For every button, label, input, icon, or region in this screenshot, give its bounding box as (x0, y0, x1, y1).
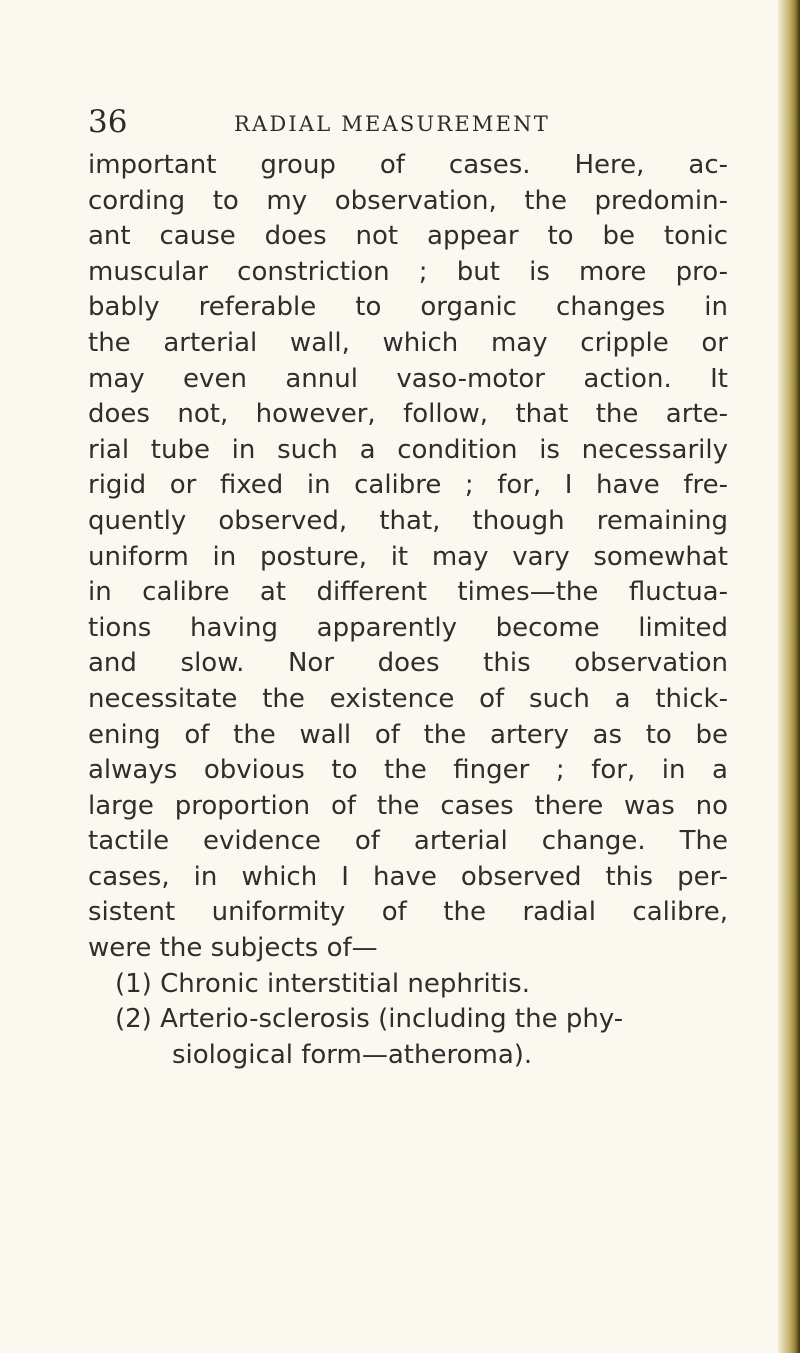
text-line: the arterial wall, which may cripple or (88, 327, 728, 358)
text-line: always obvious to the finger ; for, in a (88, 755, 728, 786)
page-edge (778, 0, 800, 1353)
page-number: 36 (88, 104, 128, 140)
list-item: (2) Arterio-sclerosis (including the phy- (115, 1004, 624, 1035)
text-line: sistent uniformity of the radial calibre, (88, 897, 728, 928)
page-header (88, 100, 728, 144)
text-line: may even annul vaso-motor action. It (88, 363, 728, 394)
list-item: (1) Chronic interstitial nephritis. (115, 968, 530, 999)
text-line: important group of cases. Here, ac- (88, 150, 728, 180)
text-line: ant cause does not appear to be tonic (88, 221, 728, 252)
text-line: rigid or fixed in calibre ; for, I have fre- (88, 470, 728, 501)
text-line: in calibre at different times—the fluctua- (88, 577, 728, 608)
text-line: large proportion of the cases there was no (88, 790, 728, 821)
text-line: necessitate the existence of such a thick- (88, 683, 728, 714)
text-line: tactile evidence of arterial change. The (88, 826, 728, 857)
text-line: quently observed, that, though remaining (88, 505, 728, 536)
list-item-continuation: siological form—atheroma). (172, 1039, 533, 1070)
text-line: were the subjects of— (88, 933, 378, 964)
text-line: tions having apparently become limited (88, 612, 728, 643)
text-line: muscular constriction ; but is more pro- (88, 256, 728, 287)
text-line: and slow. Nor does this observation (88, 648, 728, 679)
text-line: uniform in posture, it may vary somewhat (88, 541, 728, 572)
text-line: ening of the wall of the artery as to be (88, 719, 728, 750)
running-head: RADIAL MEASUREMENT (234, 112, 550, 136)
text-line: cases, in which I have observed this per- (88, 861, 728, 892)
text-line: bably referable to organic changes in (88, 292, 728, 323)
body-text (88, 148, 728, 1073)
text-line: cording to my observation, the predomin- (88, 185, 728, 216)
text-line: rial tube in such a condition is necessarily (88, 434, 728, 465)
text-line: does not, however, follow, that the arte- (88, 399, 728, 430)
